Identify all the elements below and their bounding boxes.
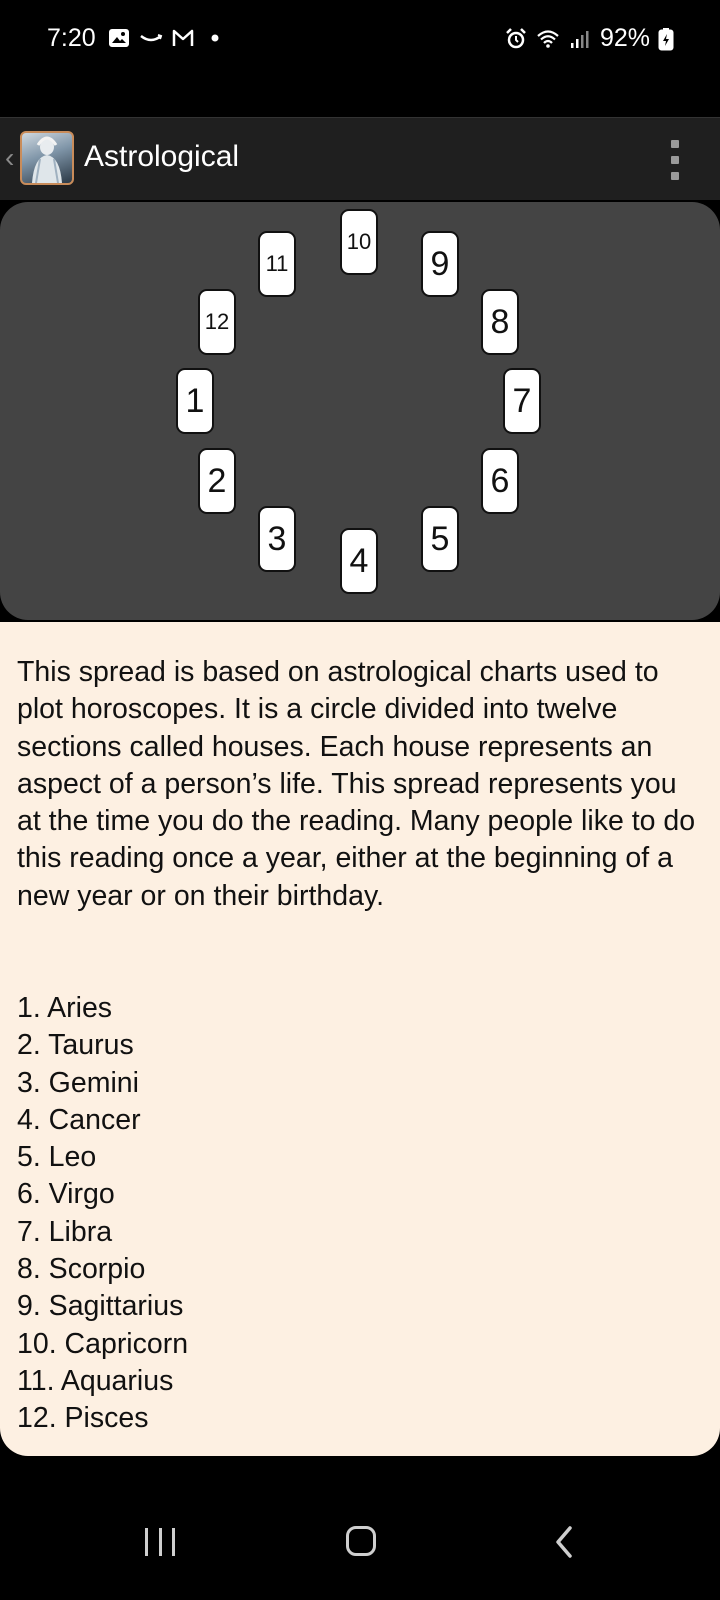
dot-icon [203, 26, 227, 50]
signal-icon [568, 27, 592, 51]
card-position-9[interactable]: 9 [421, 231, 459, 297]
app-logo-figure-icon [22, 133, 72, 183]
recents-icon[interactable] [145, 1528, 175, 1556]
battery-icon [658, 27, 674, 51]
card-position-7[interactable]: 7 [503, 368, 541, 434]
back-chevron-icon[interactable]: ‹ [5, 142, 15, 173]
list-item: 4. Cancer [17, 1103, 141, 1136]
card-position-6[interactable]: 6 [481, 448, 519, 514]
status-bar [0, 0, 720, 80]
alarm-icon [504, 27, 528, 51]
list-item: 5. Leo [17, 1141, 97, 1174]
app-bar [0, 117, 720, 200]
recents-bar [172, 1528, 175, 1556]
overflow-menu-icon[interactable] [668, 140, 682, 180]
card-position-10[interactable]: 10 [340, 209, 378, 275]
card-position-11[interactable]: 11 [258, 231, 296, 297]
menu-dot [671, 140, 679, 148]
card-position-3[interactable]: 3 [258, 506, 296, 572]
status-time: 7:20 [47, 24, 96, 52]
home-icon[interactable] [346, 1526, 376, 1556]
recents-bar [159, 1528, 162, 1556]
system-nav-bar [0, 1500, 720, 1600]
list-item: 3. Gemini [17, 1066, 139, 1099]
spread-description: This spread is based on astrological charts used to plot horoscopes. It is a circle divided into twelve sections called houses. Each house represents an aspect of a person’s life. This spread represents you at the time you do the reading. Many people like to do this reading once a year, either at the beginning of a new year or on their birthday. [17, 656, 696, 912]
house-list [17, 990, 188, 1438]
card-position-12[interactable]: 12 [198, 289, 236, 355]
list-item: 7. Libra [17, 1215, 113, 1248]
list-item: 2. Taurus [17, 1029, 134, 1062]
recents-bar [145, 1528, 148, 1556]
list-item: 8. Scorpio [17, 1253, 146, 1286]
list-item: 1. Aries [17, 992, 113, 1024]
card-position-5[interactable]: 5 [421, 506, 459, 572]
description-panel [0, 622, 720, 1456]
image-icon [107, 26, 131, 50]
back-icon[interactable] [550, 1524, 580, 1560]
card-position-4[interactable]: 4 [340, 528, 378, 594]
card-position-1[interactable]: 1 [176, 368, 214, 434]
menu-dot [671, 172, 679, 180]
list-item: 10. Capricorn [17, 1327, 189, 1360]
status-notification-icons [107, 26, 227, 50]
menu-dot [671, 156, 679, 164]
wifi-icon [536, 27, 560, 51]
spread-diagram [0, 202, 720, 620]
card-position-8[interactable]: 8 [481, 289, 519, 355]
list-item: 6. Virgo [17, 1178, 115, 1211]
app-logo[interactable] [20, 131, 74, 185]
card-position-2[interactable]: 2 [198, 448, 236, 514]
amazon-icon [139, 26, 163, 50]
list-item: 11. Aquarius [17, 1364, 174, 1397]
list-item: 12. Pisces [17, 1402, 149, 1435]
list-item: 9. Sagittarius [17, 1290, 184, 1323]
gmail-icon [171, 26, 195, 50]
status-system-icons [504, 24, 674, 53]
page-title: Astrological [84, 140, 240, 173]
battery-percent: 92% [599, 24, 650, 52]
